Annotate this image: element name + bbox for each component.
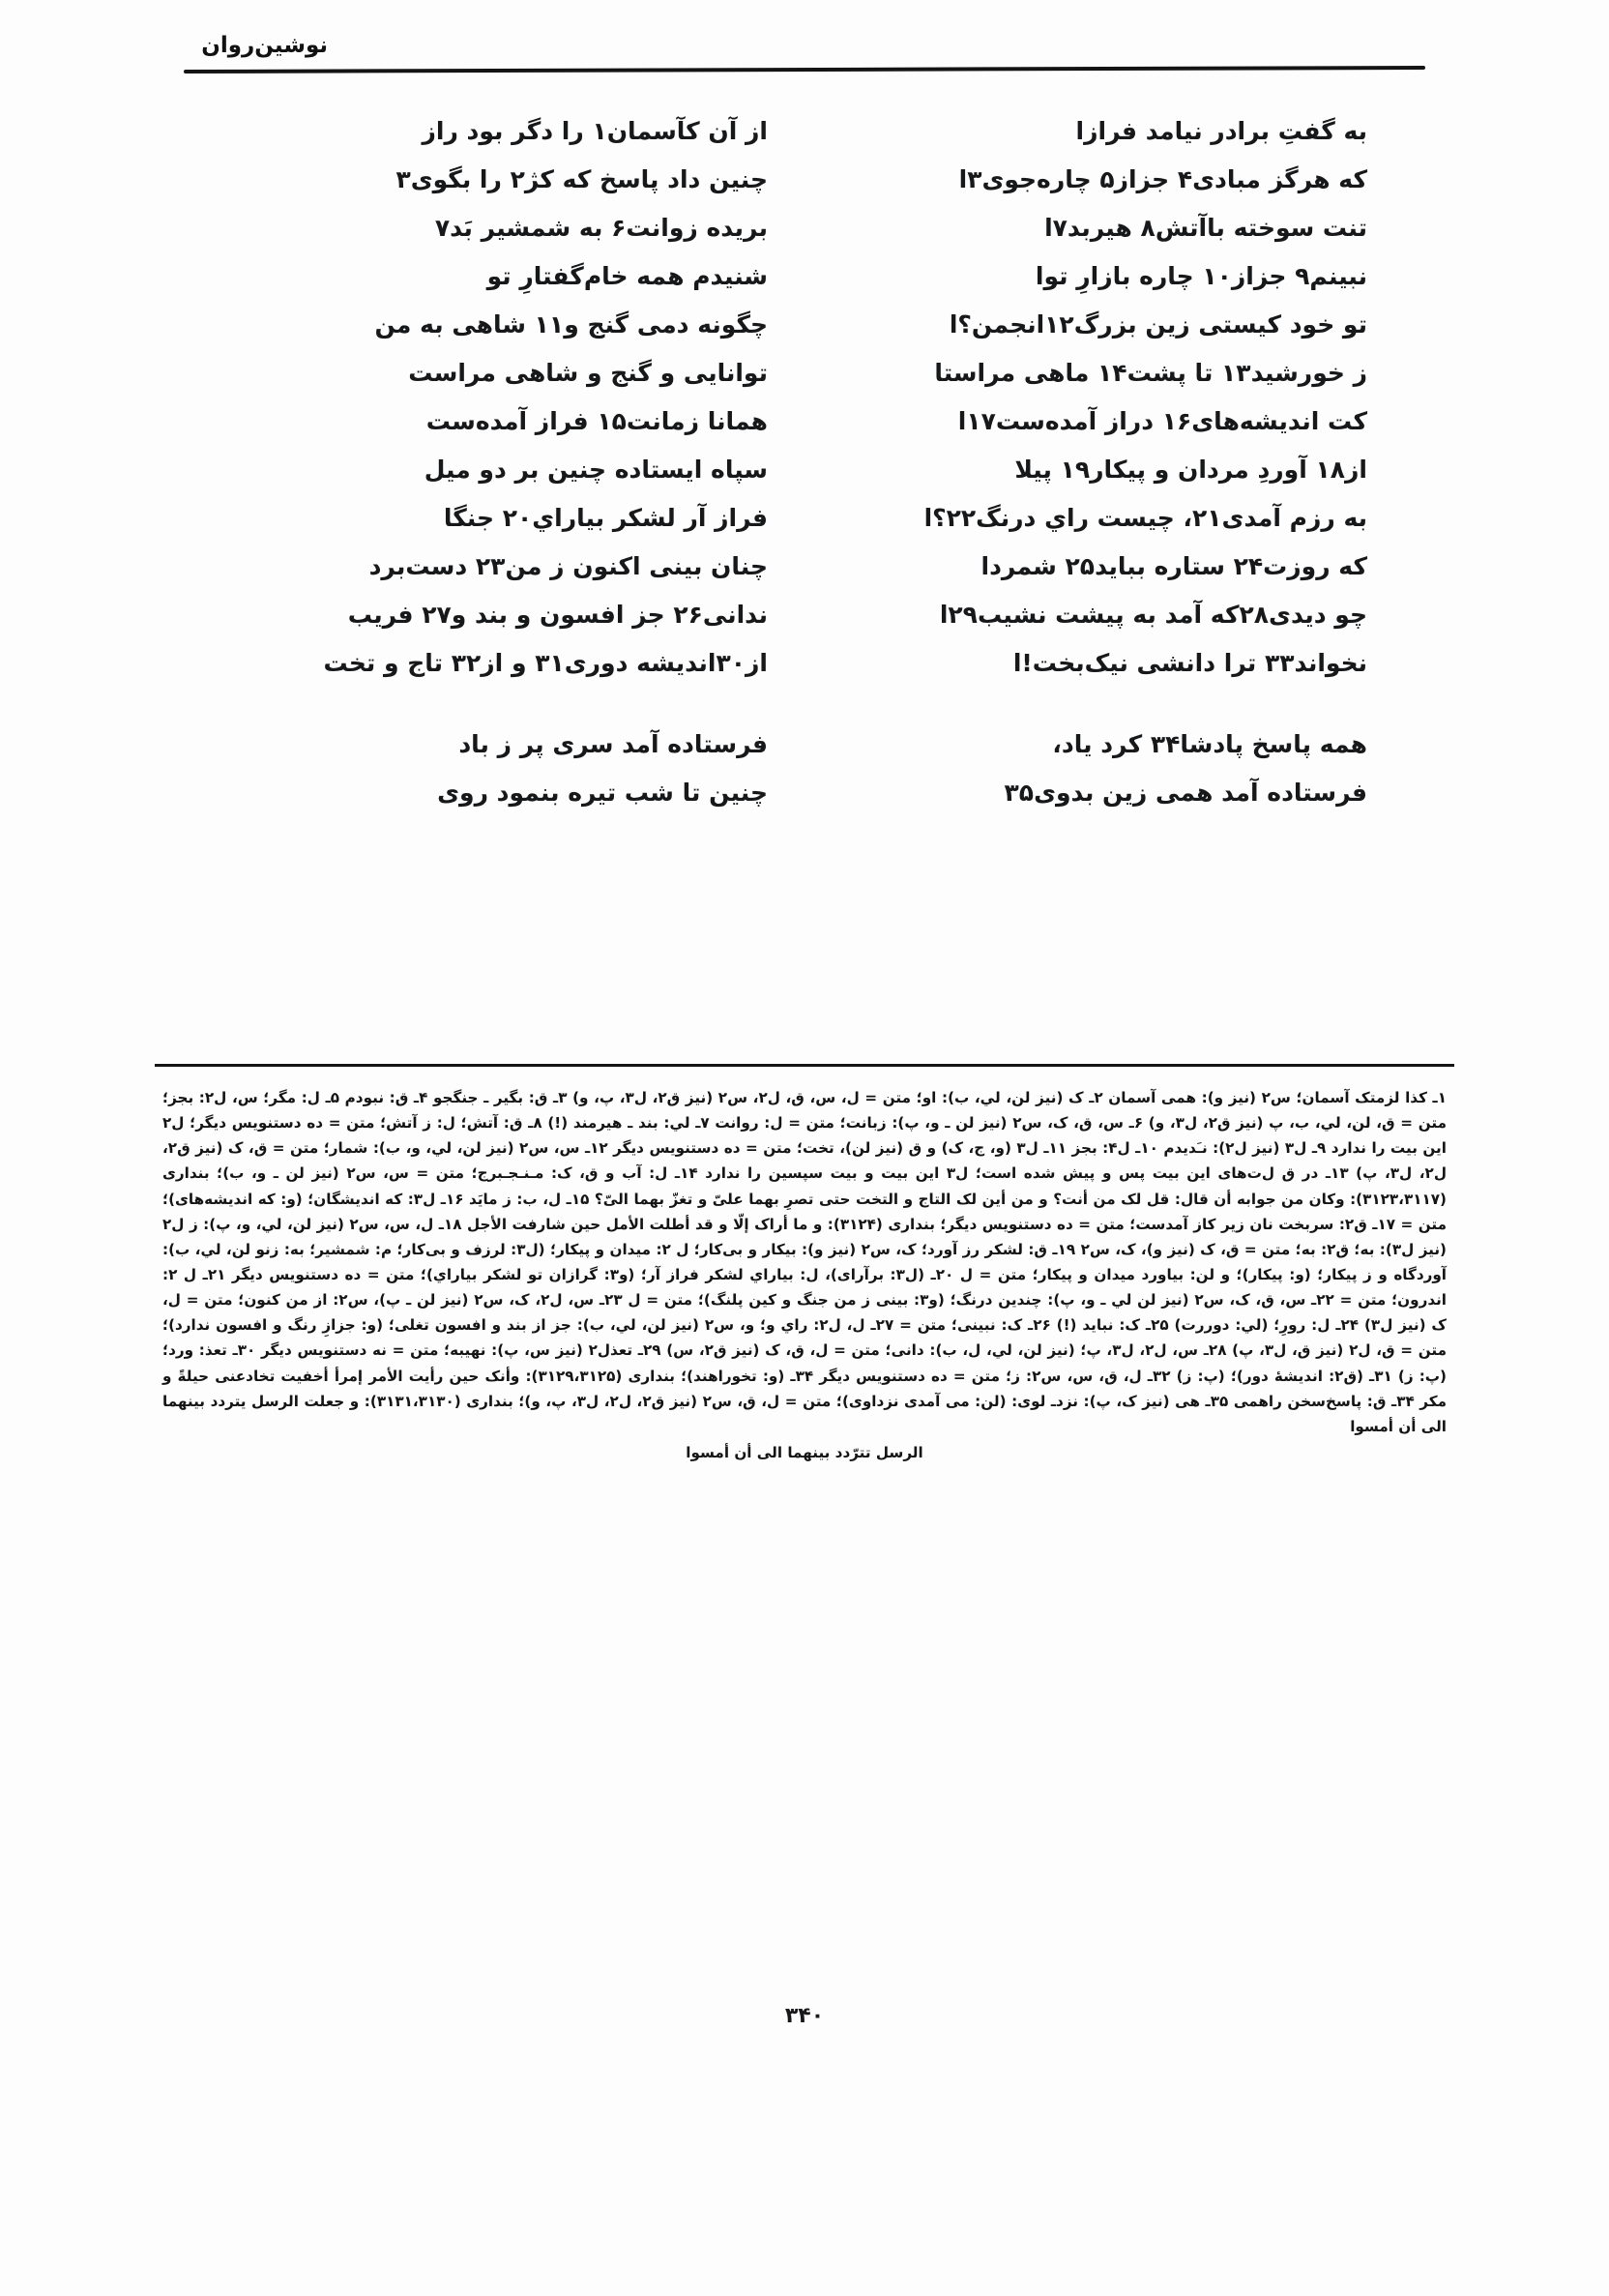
critical-apparatus [162, 1085, 1447, 1466]
hemistich-second: کت اندیشه‌های۱۶ دراز آمده‌ست۱۷ا [957, 407, 1367, 435]
hemistich-first: فرستاده آمد سری پر ز باد [458, 730, 768, 758]
verse-line [226, 406, 1367, 448]
hemistich-first: چنین تا شب تیره بنمود روی [437, 779, 768, 807]
hemistich-first: سپاه ایستاده چنین بر دو میل [424, 456, 768, 484]
notes-divider [155, 1064, 1454, 1067]
hemistich-first: چنین داد پاسخ که کژ۲ را بگوی۳ [395, 165, 768, 193]
hemistich-second: چو دیدی۲۸که آمد به پیشت نشیب۲۹ا [939, 601, 1367, 629]
hemistich-second: به رزم آمدی۲۱، چیست راي درنگ۲۲؟ا [923, 504, 1367, 532]
running-title: نوشین‌روان [201, 33, 328, 58]
hemistich-second: فرستاده آمد همی زین بدوی۳۵ [1004, 779, 1367, 807]
hemistich-first: چگونه دمی گنج و۱۱ شاهی به من [374, 310, 768, 339]
verse-block [226, 116, 1367, 826]
hemistich-first: ندانی۲۶ جز افسون و بند و۲۷ فریب [347, 601, 768, 629]
verse-line [226, 778, 1367, 819]
verse-line [226, 309, 1367, 351]
hemistich-first: از آن کآسمان۱ را دگر بود راز [422, 117, 768, 145]
hemistich-second: ز خورشید۱۳ تا پشت۱۴ ماهی مراستا [934, 359, 1367, 387]
page-header [184, 33, 1425, 75]
verse-line [226, 455, 1367, 496]
hemistich-second: از۱۸ آوردِ مردان و پیکار۱۹ پیلا [1014, 456, 1367, 484]
verse-line [226, 600, 1367, 641]
hemistich-second: که هرگز مبادی۴ جزاز۵ چاره‌جوی۳ا [958, 165, 1367, 193]
apparatus-text: ۱ـ کذا لزمتک آسمان؛ س۲ (نیز و): همی آسمان ۲ـ ک (نیز لن، لي، ب): او؛ متن = ل، س، ق، ل۲، س۲ (نیز ق۲، ل۳، پ، و) ۳ـ ق: بگیر ـ جنگجو ۴ـ ق: نبودم ۵ـ ل: مگر؛ س، ل۲: بجز؛ متن = ق، لن، لي، ب، پ (نیز ق۲، ل۳، و) ۶ـ س، ق، ک، س۲ (نیز لن ـ و، پ): زبانت؛ متن = ل: روانت ۷ـ لي: بند ـ هیرمند (!) ۸ـ ق: آتش؛ ل: ز آتش؛ متن = ده دستنویس دیگر؛ ل۲ این بیت را ندارد ۹ـ ل۳ (نیز ل۲): نـَدیدم ۱۰ـ ل۴: بجز ۱۱ـ ل۳ (و، ج، ک) و ق (نیز لن)، تخت؛ متن = ده دستنویس دیگر ۱۲ـ س، س۲ (نیز لن، لي، و، ب): شمار؛ متن = ق، ک (نیز ق۲، ل۲، ل۳، پ) ۱۳ـ در ق ل‌ت‌های این بیت پس و پیش شده است؛ ل۳ این بیت و بیت سپسین را ندارد ۱۴ـ ل: آب و ق، ک: مـنـجـبرج؛ متن = س، س۲ (نیز لن ـ و، ب)؛ بنداری (۳۱۲۳،۳۱۱۷): وكان من جوابه أن قال: قل لک من أنت؟ و من أین لک التاج و التخت حتى تصرِ بهما علىّ و تغزّ بهما الیّ؟ ۱۵ـ ل، ب: ز مایَد ۱۶ـ ل۳: که اندیشگان؛ (و: که اندیشه‌های)؛ متن = ۱۷ـ ق۲: سربخت نان زیر کاز آمدست؛ متن = ده دستنویس دیگر؛ بنداری (۳۱۲۴): و ما أراک إلّا و قد أطلت الأمل حین شارفت الأجل ۱۸ـ ل، س، س۲ (نیز لن، لي، و، پ): ز ل۲ (نیز ل۳): به؛ ق۲: به؛ متن = ق، ک (نیز و)، ک، س۲ ۱۹ـ ق: لشکر رز آورد؛ ک، س۲ (نیز و): بیکار و بی‌کار؛ ل ۲: میدان و پیکار؛ (ل۳: لرزف و بی‌کار؛ م: شمشیر؛ به: زنو لن، لي، ب): آوردگاه و ز پیکار؛ (و: پیکار)؛ و لن: بیاورد میدان و پیکار؛ متن = ل ۲۰ـ (ل۳: برآرای)، ل: بیاراي لشکر فراز آر؛ (و۳: گرازان تو لشکر بیاراي)؛ متن = ده دستنویس دیگر ۲۱ـ ل ۲: اندرون؛ متن = ۲۲ـ س، ق، ک، س۲ (نیز لن لي ـ و، پ): چندین درنگ؛ (و۳: بینی ز من جنگ و کین پلنگ)؛ متن = ل ۲۳ـ س، ل۲، ک، س۲ (نیز لن ـ پ)، س۲: از من کنون؛ متن = ل، ک (نیز ل۳) ۲۴ـ ل: رورِ؛ (لي: دوررت) ۲۵ـ ک: نباید (!) ۲۶ـ ک: نبینی؛ متن = ۲۷ـ ل، ل۲: راي و؛ و، س۲ (نیز لن، لي، ب): جز از بند و افسون تغلی؛ (و: جزازِ رنگ و افسون ندارد)؛ متن = ق، ل۲ (نیز ق، ل۳، پ) ۲۸ـ س، ل۲، ل۳، پ؛ (نیز لن، لي، ل، ب): دانی؛ متن = ل، ق، ک (نیز ق۲، س) ۲۹ـ تعذل۲ (نیز س، پ): نهیبه؛ متن = نه دستنویس دیگر ۳۰ـ تعذ: ورد؛ (پ: ز) ۳۱ـ (ق۲: اندیشهٔ دور)؛ (پ: ز) ۳۲ـ ل، ق، س، س۲: ز؛ متن = ده دستنویس دیگر ۳۴ـ (و: تخوراهند)؛ بنداری (۳۱۲۹،۳۱۲۵): وأنک حین رأیت الأمر إمرأ أخفیت تخادعنی حیلةً و مکر ۳۴ـ ق: پاسخ‌سخن راهمی ۳۵ـ هی (نیز ک، پ): نزدـ لوی: (لن: می آمدی نزداوی)؛ متن = ل، ق، س۲ (نیز ق۲، ل۲، ل۳، پ، و)؛ بنداری (۳۱۳۱،۳۱۳۰): و جعلت الرسل یتردد بینهما الی أن أمسوا [162, 1089, 1448, 1435]
hemistich-second: همه پاسخ پادشا۳۴ کرد یاد، [1052, 730, 1367, 758]
verse-line [226, 261, 1367, 303]
verse-line [226, 164, 1367, 206]
verse-line [226, 213, 1367, 254]
hemistich-second: که روزت۲۴ ستاره بباید۲۵ شمردا [980, 552, 1367, 580]
hemistich-second: تنت سوخته باآتش۸ هیربد۷ا [1044, 214, 1367, 242]
verse-spacer [226, 696, 1367, 729]
hemistich-first: توانایی و گنج و شاهی مراست [408, 359, 768, 387]
hemistich-second: نبینم۹ جزاز۱۰ چاره بازارِ توا [1035, 262, 1367, 290]
verse-line [226, 648, 1367, 690]
verse-line [226, 358, 1367, 399]
hemistich-first: از۳۰اندیشه دوری۳۱ و از۳۲ تاج و تخت [323, 649, 768, 677]
verse-line [226, 116, 1367, 158]
verse-line [226, 729, 1367, 771]
hemistich-first: فراز آر لشکر بیاراي۲۰ جنگا [443, 504, 768, 532]
verse-line [226, 551, 1367, 593]
header-divider [184, 66, 1425, 74]
hemistich-second: تو خود کیستی زین بزرگ۱۲انجمن؟ا [949, 310, 1367, 339]
page-number: ۳۴۰ [784, 2004, 825, 2028]
hemistich-second: نخواند۳۳ ترا دانشی نیک‌بخت!ا [1012, 649, 1367, 677]
verse-line [226, 503, 1367, 545]
hemistich-first: همانا زمانت۱۵ فراز آمده‌ست [425, 407, 768, 435]
hemistich-first: بریده زوانت۶ به شمشیر بَد۷ [434, 214, 768, 242]
hemistich-first: چنان بینی اکنون ز من۲۳ دست‌برد [368, 552, 768, 580]
hemistich-first: شنیدم همه خام‌گفتارِ تو [486, 262, 768, 290]
apparatus-last-line: الرسل تترّدد بینهما الی أن أمسوا [686, 1443, 923, 1461]
hemistich-second: به گفتِ برادر نیامد فرازا [1075, 117, 1367, 145]
